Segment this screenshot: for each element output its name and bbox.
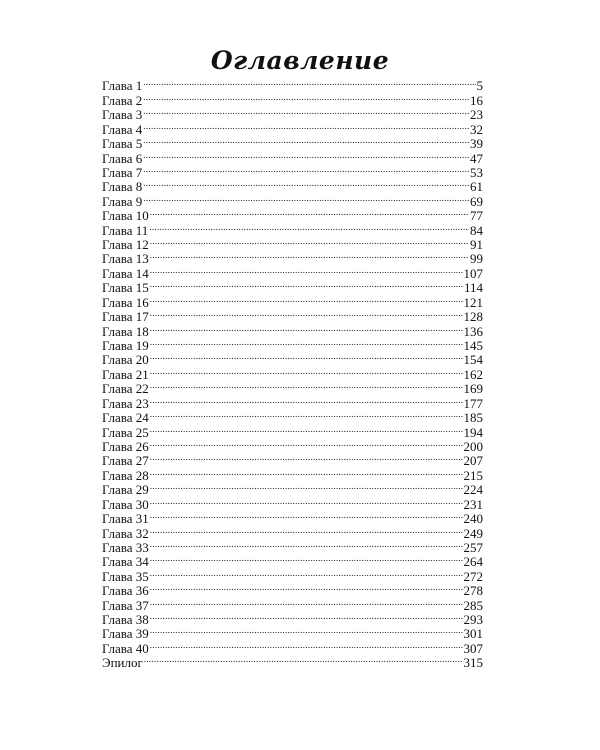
dot-leader	[143, 105, 469, 119]
toc-entry[interactable]	[102, 307, 483, 321]
toc-entry-page-number: 39	[470, 136, 483, 149]
toc-entry-label: Глава 23	[102, 395, 149, 408]
toc-entry-label: Глава 30	[102, 496, 149, 509]
toc-entry[interactable]	[102, 220, 483, 234]
toc-entry-label: Глава 9	[102, 193, 143, 206]
toc-entry-page-number: 23	[470, 107, 483, 120]
dot-leader	[150, 552, 463, 566]
toc-entry-page-number: 285	[463, 597, 483, 610]
toc-entry-label: Глава 20	[102, 352, 149, 365]
toc-entry-page-number: 53	[470, 164, 483, 177]
toc-entry[interactable]	[102, 595, 483, 609]
toc-entry-label: Глава 32	[102, 525, 149, 538]
dot-leader	[150, 393, 463, 407]
toc-entry-label: Глава 37	[102, 597, 149, 610]
toc-entry-page-number: 136	[463, 323, 483, 336]
dot-leader	[143, 191, 469, 205]
toc-entry-label: Глава 40	[102, 640, 149, 653]
dot-leader	[149, 220, 469, 234]
toc-entry[interactable]	[102, 538, 483, 552]
toc-entry[interactable]	[102, 509, 483, 523]
toc-entry[interactable]	[102, 249, 483, 263]
toc-entry[interactable]	[102, 278, 483, 292]
toc-entry-label: Глава 24	[102, 410, 149, 423]
dot-leader	[150, 581, 463, 595]
toc-entry-label: Глава 31	[102, 511, 149, 524]
dot-leader	[150, 624, 463, 638]
dot-leader	[150, 595, 463, 609]
toc-entry-label: Глава 5	[102, 136, 143, 149]
toc-entry-page-number: 169	[463, 381, 483, 394]
toc-entry-page-number: 177	[463, 395, 483, 408]
toc-entry-label: Глава 11	[102, 222, 149, 235]
toc-entry-label: Глава 10	[102, 208, 149, 221]
dot-leader	[150, 610, 463, 624]
dot-leader	[150, 292, 463, 306]
toc-entry-page-number: 257	[463, 539, 483, 552]
toc-entry[interactable]	[102, 566, 483, 580]
dot-leader	[150, 235, 469, 249]
toc-entry[interactable]	[102, 494, 483, 508]
toc-entry-label: Глава 34	[102, 554, 149, 567]
toc-entry[interactable]	[102, 480, 483, 494]
toc-entry-page-number: 84	[470, 222, 483, 235]
toc-entry[interactable]	[102, 422, 483, 436]
toc-entry-label: Глава 18	[102, 323, 149, 336]
toc-entry-page-number: 107	[463, 265, 483, 278]
dot-leader	[150, 523, 463, 537]
toc-entry-label: Глава 16	[102, 294, 149, 307]
toc-entry-page-number: 315	[463, 655, 483, 668]
toc-entry[interactable]	[102, 235, 483, 249]
toc-entry-page-number: 69	[470, 193, 483, 206]
toc-entry[interactable]	[102, 191, 483, 205]
toc-entry-label: Глава 29	[102, 482, 149, 495]
toc-entry-label: Эпилог	[102, 655, 143, 668]
toc-entry-page-number: 162	[463, 366, 483, 379]
toc-entry-label: Глава 35	[102, 568, 149, 581]
dot-leader	[150, 422, 463, 436]
table-of-contents	[102, 76, 483, 667]
toc-entry-label: Глава 28	[102, 467, 149, 480]
dot-leader	[143, 177, 469, 191]
toc-entry-page-number: 278	[463, 583, 483, 596]
toc-entry-label: Глава 13	[102, 251, 149, 264]
toc-entry-label: Глава 4	[102, 121, 143, 134]
toc-entry-label: Глава 12	[102, 237, 149, 250]
toc-entry-label: Глава 3	[102, 107, 143, 120]
toc-entry-label: Глава 22	[102, 381, 149, 394]
toc-entry-label: Глава 21	[102, 366, 149, 379]
dot-leader	[143, 119, 469, 133]
toc-entry-page-number: 61	[470, 179, 483, 192]
toc-entry[interactable]	[102, 653, 483, 667]
toc-entry[interactable]	[102, 437, 483, 451]
toc-entry-label: Глава 33	[102, 539, 149, 552]
toc-entry-page-number: 200	[463, 438, 483, 451]
toc-entry[interactable]	[102, 336, 483, 350]
toc-entry-page-number: 249	[463, 525, 483, 538]
toc-entry[interactable]	[102, 134, 483, 148]
dot-leader	[150, 206, 469, 220]
dot-leader	[150, 538, 463, 552]
toc-entry-label: Глава 14	[102, 265, 149, 278]
toc-entry[interactable]	[102, 119, 483, 133]
toc-entry-page-number: 128	[463, 309, 483, 322]
toc-entry[interactable]	[102, 610, 483, 624]
dot-leader	[143, 76, 475, 90]
dot-leader	[143, 148, 469, 162]
dot-leader	[150, 379, 463, 393]
toc-entry-page-number: 5	[476, 78, 483, 91]
toc-entry[interactable]	[102, 552, 483, 566]
dot-leader	[150, 465, 463, 479]
toc-entry-page-number: 185	[463, 410, 483, 423]
dot-leader	[150, 350, 463, 364]
toc-entry[interactable]	[102, 364, 483, 378]
toc-entry-page-number: 293	[463, 612, 483, 625]
toc-entry[interactable]	[102, 163, 483, 177]
toc-entry-label: Глава 2	[102, 92, 143, 105]
toc-entry[interactable]	[102, 393, 483, 407]
dot-leader	[150, 408, 463, 422]
page-title: Оглавление	[210, 46, 390, 75]
toc-entry-page-number: 272	[463, 568, 483, 581]
toc-entry-page-number: 207	[463, 453, 483, 466]
toc-entry[interactable]	[102, 76, 483, 90]
dot-leader	[150, 437, 463, 451]
toc-entry-page-number: 47	[470, 150, 483, 163]
toc-entry-page-number: 77	[470, 208, 483, 221]
toc-entry-page-number: 194	[463, 424, 483, 437]
dot-leader	[150, 451, 463, 465]
dot-leader	[143, 90, 469, 104]
toc-entry-page-number: 154	[463, 352, 483, 365]
dot-leader	[150, 494, 463, 508]
toc-entry-label: Глава 19	[102, 338, 149, 351]
toc-entry[interactable]	[102, 581, 483, 595]
toc-entry[interactable]	[102, 206, 483, 220]
dot-leader	[150, 364, 463, 378]
toc-entry[interactable]	[102, 408, 483, 422]
dot-leader	[150, 263, 463, 277]
dot-leader	[143, 134, 469, 148]
toc-entry-page-number: 307	[463, 640, 483, 653]
dot-leader	[150, 336, 463, 350]
toc-entry-page-number: 224	[463, 482, 483, 495]
toc-entry[interactable]	[102, 523, 483, 537]
dot-leader	[150, 249, 469, 263]
toc-entry-label: Глава 36	[102, 583, 149, 596]
toc-entry-label: Глава 17	[102, 309, 149, 322]
toc-entry-label: Глава 26	[102, 438, 149, 451]
toc-entry-page-number: 145	[463, 338, 483, 351]
dot-leader	[150, 278, 463, 292]
toc-entry-label: Глава 7	[102, 164, 143, 177]
dot-leader	[144, 653, 463, 667]
toc-entry-page-number: 301	[463, 626, 483, 639]
toc-entry[interactable]	[102, 379, 483, 393]
toc-entry[interactable]	[102, 105, 483, 119]
dot-leader	[150, 480, 463, 494]
toc-entry-page-number: 114	[463, 280, 483, 293]
toc-entry-label: Глава 25	[102, 424, 149, 437]
dot-leader	[150, 638, 463, 652]
dot-leader	[150, 307, 463, 321]
toc-entry[interactable]	[102, 350, 483, 364]
toc-entry[interactable]	[102, 451, 483, 465]
toc-entry-label: Глава 8	[102, 179, 143, 192]
toc-entry-page-number: 99	[470, 251, 483, 264]
toc-entry-label: Глава 6	[102, 150, 143, 163]
toc-entry-page-number: 240	[463, 511, 483, 524]
toc-entry[interactable]	[102, 465, 483, 479]
toc-entry-page-number: 215	[463, 467, 483, 480]
toc-entry-label: Глава 39	[102, 626, 149, 639]
toc-entry[interactable]	[102, 292, 483, 306]
toc-entry-page-number: 264	[463, 554, 483, 567]
toc-entry[interactable]	[102, 263, 483, 277]
dot-leader	[143, 163, 469, 177]
toc-entry[interactable]	[102, 90, 483, 104]
toc-entry[interactable]	[102, 177, 483, 191]
toc-entry-label: Глава 27	[102, 453, 149, 466]
toc-entry[interactable]	[102, 638, 483, 652]
toc-entry-page-number: 16	[470, 92, 483, 105]
toc-entry-page-number: 121	[463, 294, 483, 307]
toc-entry-label: Глава 15	[102, 280, 149, 293]
toc-entry-page-number: 91	[470, 237, 483, 250]
toc-entry[interactable]	[102, 148, 483, 162]
toc-entry-label: Глава 38	[102, 612, 149, 625]
dot-leader	[150, 566, 463, 580]
toc-entry-page-number: 231	[463, 496, 483, 509]
toc-entry-page-number: 32	[470, 121, 483, 134]
toc-entry-label: Глава 1	[102, 78, 143, 91]
toc-entry[interactable]	[102, 624, 483, 638]
dot-leader	[150, 321, 463, 335]
dot-leader	[150, 509, 463, 523]
toc-entry[interactable]	[102, 321, 483, 335]
